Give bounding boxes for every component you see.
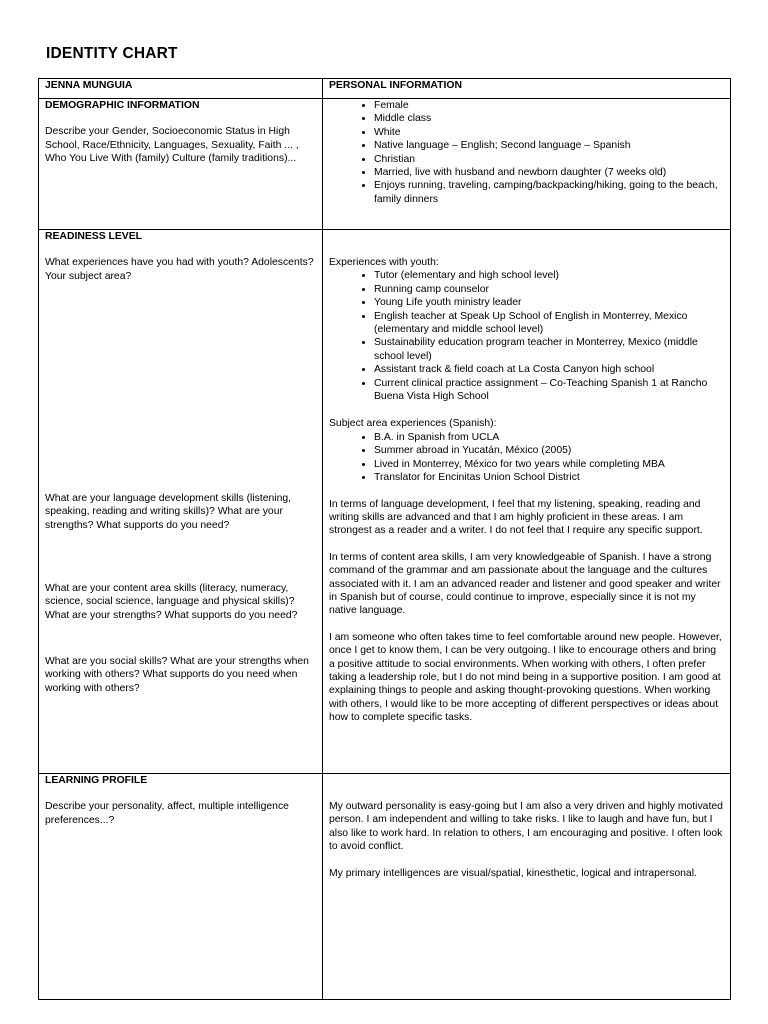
demographic-heading: DEMOGRAPHIC INFORMATION — [45, 100, 200, 111]
learning-profile-row — [39, 774, 731, 1000]
demographic-question: Describe your Gender, Socioeconomic Status in High School, Race/Ethnicity, Languages, Sexuality, Faith ... , Who You Live With (family) Culture (family traditions)... — [45, 126, 299, 165]
list-item: • Running camp counselor — [374, 283, 724, 296]
list-item: • White — [374, 126, 724, 139]
list-item: • Lived in Monterrey, México for two years while completing MBA — [374, 458, 724, 471]
list-item: • Female — [374, 99, 724, 112]
list-item: • Current clinical practice assignment – Co-Teaching Spanish 1 at Rancho Buena Vista High School — [374, 377, 724, 404]
readiness-answer-cell — [323, 230, 731, 774]
list-item: • Young Life youth ministry leader — [374, 296, 724, 309]
student-name: JENNA MUNGUIA — [39, 79, 323, 99]
list-item: • Enjoys running, traveling, camping/backpacking/hiking, going to the beach, family dinners — [374, 179, 724, 206]
social-skills-answer: I am someone who often takes time to feel comfortable around new people. However, once I get to know them, I can be very outgoing. I like to encourage others and bring a positive attitude to social environments. When working with others, I often prefer taking a leadership role, but I do not mind being in a supportive position. I am good at explaining things to people and asking thought-provoking questions. When working with others, I would like to be more accepting of different perspectives or ideas about how to complete specific tasks. — [329, 631, 722, 724]
readiness-question-social: What are you social skills? What are your strengths when working with others? What supports do you need when working with others? — [45, 656, 309, 694]
list-item: • Summer abroad in Yucatán, México (2005) — [374, 444, 724, 457]
list-item: • English teacher at Speak Up School of English in Monterrey, Mexico (elementary and middle school level) — [374, 310, 724, 337]
personality-answer: My outward personality is easy-going but I am also a very driven and highly motivated person. I am independent and willing to take risks. I like to laugh and have fun, but I also like to work hard. In relation to others, I am encouraging and positive. I often look to avoid conflict. — [329, 801, 723, 853]
personal-information-heading: PERSONAL INFORMATION — [323, 79, 731, 99]
identity-chart-table — [38, 78, 731, 1000]
readiness-question-language: What are your language development skills (listening, speaking, reading and writing skills)? What are your strengths? What supports do you need? — [45, 493, 292, 531]
document-title: IDENTITY CHART — [46, 45, 178, 62]
header-row — [39, 79, 731, 99]
list-item: • Assistant track & field coach at La Costa Canyon high school — [374, 363, 724, 376]
language-development-answer: In terms of language development, I feel that my listening, speaking, reading and writing skills are advanced and that I am highly proficient in these areas. I am strongest as a reader and a writer. I do not feel that I require any specific support. — [329, 498, 703, 537]
demographic-list — [329, 99, 724, 206]
demographic-row — [39, 99, 731, 230]
youth-experiences-intro: Experiences with youth: — [329, 257, 439, 268]
list-item: • Translator for Encinitas Union School District — [374, 471, 724, 484]
readiness-question-cell — [39, 230, 323, 774]
list-item: • Sustainability education program teacher in Monterrey, Mexico (middle school level) — [374, 336, 724, 363]
demographic-answer-cell — [323, 99, 731, 230]
list-item: • Native language – English; Second language – Spanish — [374, 139, 724, 152]
intelligences-answer: My primary intelligences are visual/spatial, kinesthetic, logical and intrapersonal. — [329, 867, 697, 879]
list-item: • Tutor (elementary and high school level) — [374, 269, 724, 282]
youth-experiences-list — [329, 269, 724, 403]
list-item: • Christian — [374, 153, 724, 166]
learning-profile-heading: LEARNING PROFILE — [45, 775, 148, 786]
readiness-question-content: What are your content area skills (literacy, numeracy, science, social science, language and physical skills)? What are your strengths? What supports do you need? — [45, 583, 298, 621]
list-item: • Middle class — [374, 112, 724, 125]
learning-answer-cell — [323, 774, 731, 1000]
learning-question-cell — [39, 774, 323, 1000]
subject-experiences-intro: Subject area experiences (Spanish): — [329, 418, 497, 430]
learning-profile-question: Describe your personality, affect, multiple intelligence preferences...? — [45, 801, 289, 826]
readiness-question-experiences: What experiences have you had with youth? Adolescents? Your subject area? — [45, 257, 314, 282]
readiness-row — [39, 230, 731, 774]
demographic-question-cell — [39, 99, 323, 230]
list-item: • B.A. in Spanish from UCLA — [374, 431, 724, 444]
readiness-heading: READINESS LEVEL — [45, 231, 142, 242]
content-area-answer: In terms of content area skills, I am very knowledgeable of Spanish. I have a strong command of the grammar and am passionate about the language and the cultures associated with it. I am an advanced reader and listener and good speaker and writer in Spanish but of course, could continue to improve, especially since it is not my native language. — [329, 551, 721, 617]
list-item: • Married, live with husband and newborn daughter (7 weeks old) — [374, 166, 724, 179]
subject-experiences-list — [329, 431, 724, 485]
